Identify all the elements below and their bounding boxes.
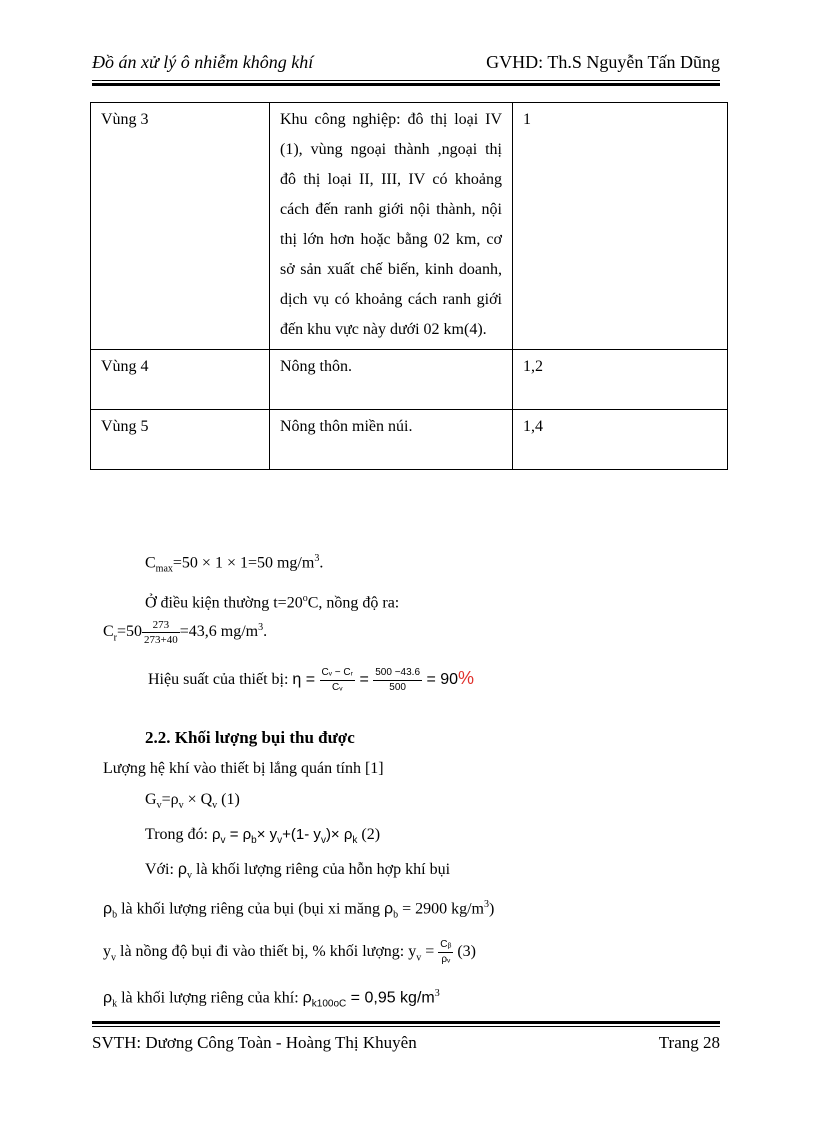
- coefficient-cell: 1,4: [513, 410, 728, 470]
- table-row: [91, 103, 728, 350]
- with-definition: Với: $\rho_v$ là khối lượng riêng của hỗn hợp khí bụi: [145, 861, 451, 882]
- rho-b-definition: $\rho_b$ là khối lượng riêng của bụi (bụi xi măng $\rho_b = 2900$ $kg/m^3$): [103, 899, 495, 921]
- intro-text: Lượng hệ khí vào thiết bị lắng quán tính [1]: [103, 760, 384, 777]
- percent-sign: %: [458, 668, 475, 689]
- header-rule-thick: [92, 83, 720, 86]
- page-footer: [92, 1033, 720, 1053]
- table-row: [91, 410, 728, 470]
- condition-text: Ở điều kiện thường $t=20^oC$, nồng độ ra:: [145, 593, 400, 612]
- description-cell: Nông thôn.: [270, 350, 513, 410]
- zone-cell: Vùng 5: [91, 410, 270, 470]
- footer-rule: [92, 1026, 720, 1027]
- gv-equation: $G_v=\rho_v \times Q_v$ (1): [145, 791, 240, 812]
- page-header: [92, 52, 720, 80]
- efficiency-fraction-2: $\frac{500 -43.6}{500}$: [375, 667, 420, 693]
- description-cell: Khu công nghiệp: đô thị loại IV (1), vùng ngoại thành ,ngoại thị đô thị loại II, III, IV có khoảng cách đến ranh giới nội thành, nội thị lớn hơn hoặc bằng 02 km, cơ sở sản xuất chế biến, kinh doanh, dịch vụ có khoảng cách ranh giới đến khu vực này dưới 02 km(4).: [270, 103, 513, 350]
- zone-table: [90, 102, 728, 470]
- description-cell: Nông thôn miền núi.: [270, 410, 513, 470]
- efficiency-fraction-1: $\frac{\text{Cᵥ − Cᵣ}}{\text{Cᵥ}}$: [321, 667, 353, 693]
- header-advisor: GVHD: Th.S Nguyễn Tấn Dũng: [486, 52, 720, 72]
- where-equation: Trong đó: $\rho_v = \rho_b\times y_v+(1-$ $y_v)\times \rho_k$ (2): [145, 826, 381, 846]
- efficiency-equation: Hiệu suất của thiết bị: η = $\frac{\text{Cᵥ − Cᵣ}}{\text{Cᵥ}}$ = $\frac{500 -43.6}{500}$ = 90%: [148, 667, 475, 693]
- table-row: [91, 350, 728, 410]
- cmax-equation: $C_{max}=50 \times 1 \times 1=50$ $mg/m^3$.: [145, 553, 324, 575]
- header-rule: [92, 80, 720, 81]
- page-number: Trang 28: [658, 1033, 720, 1052]
- footer-students: SVTH: Dương Công Toàn - Hoàng Thị Khuyên: [92, 1033, 417, 1052]
- cr-equation: $C_r=50$ $\frac{273}{273+40}$ =43,6 $mg/m^3$.: [103, 619, 268, 646]
- header-title: Đồ án xử lý ô nhiễm không khí: [92, 52, 314, 72]
- coefficient-cell: 1: [513, 103, 728, 350]
- zone-cell: Vùng 3: [91, 103, 270, 350]
- yv-definition: $y_v$ là nồng độ bụi đi vào thiết bị, % khối lượng: $y_v$ = $\frac{\text{Cᵦ}}{\text{ρᵥ}}$ (3): [103, 939, 476, 965]
- zone-cell: Vùng 4: [91, 350, 270, 410]
- yv-fraction: $\frac{\text{Cᵦ}}{\text{ρᵥ}}$: [440, 939, 452, 965]
- coefficient-cell: 1,2: [513, 350, 728, 410]
- section-title: 2.2. Khối lượng bụi thu được: [145, 728, 355, 747]
- rho-k-definition: $\rho_k$ là khối lượng riêng của khí: $\rho_{k100oC} = 0,95$ $kg/m^3$: [103, 988, 440, 1010]
- footer-rule-thick: [92, 1021, 720, 1024]
- cr-fraction: $\frac{273}{273+40}$: [144, 619, 178, 646]
